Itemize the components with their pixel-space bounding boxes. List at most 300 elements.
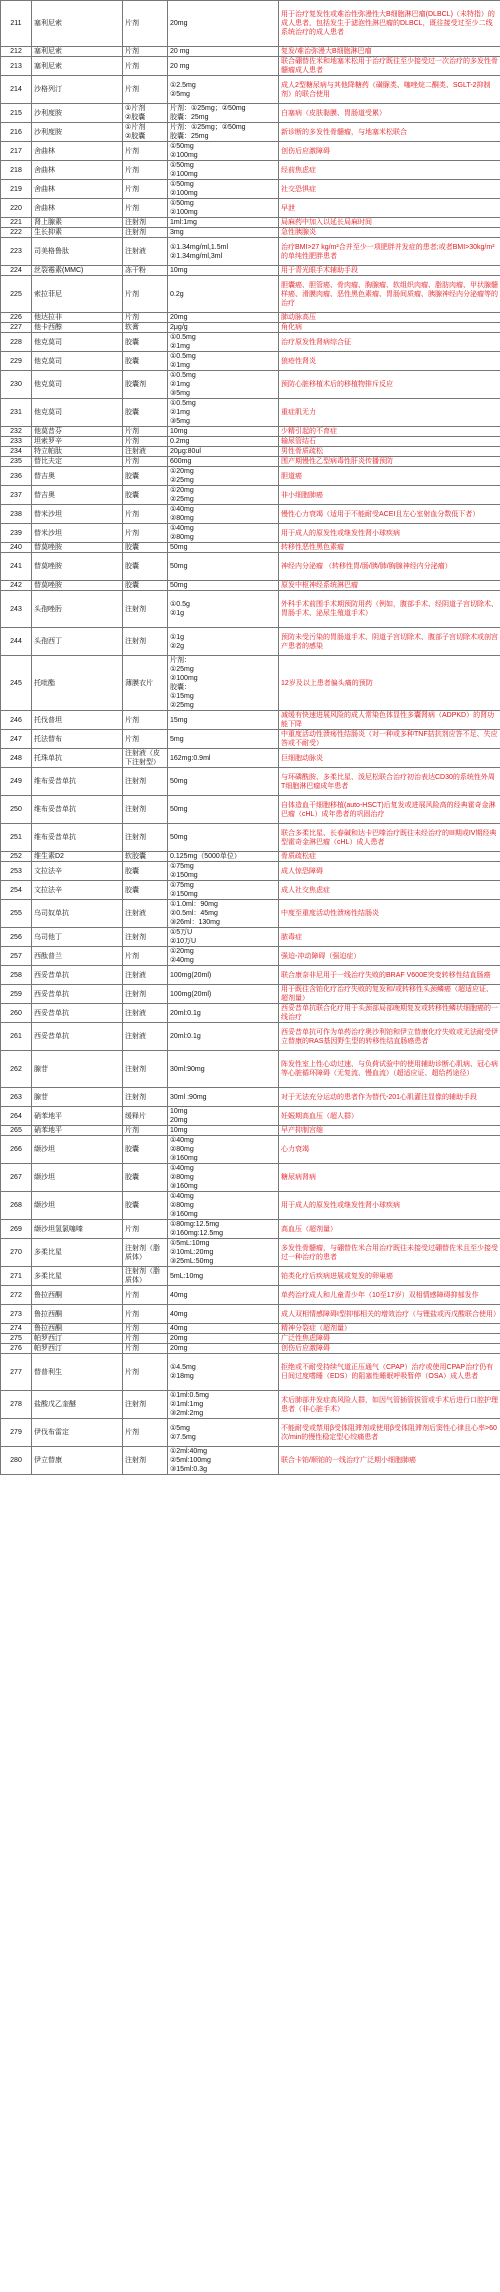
indication: 联合康奈非尼用于一线治疗失败的BRAF V600E突变转移性结直肠癌 <box>279 966 500 985</box>
drug-name: 替莫唑胺 <box>32 543 123 553</box>
row-number: 266 <box>1 1136 32 1164</box>
table-row <box>1 1088 500 1107</box>
row-number: 273 <box>1 1305 32 1324</box>
specification: 10mg 20mg <box>168 1107 279 1126</box>
drug-name: 坦索罗辛 <box>32 437 123 447</box>
indication: 神经内分泌瘤 （转移性胃/肠/胰/肺/胸腺神经内分泌瘤） <box>279 553 500 581</box>
dosage-form: 片剂 <box>123 76 168 104</box>
dosage-form: 注射剂 <box>123 628 168 656</box>
specification: 10mg <box>168 266 279 276</box>
indication: 自体造血干细胞移植(auto-HSCT)后复发或进展风险高的经典霍奇金淋巴瘤（cHL）成年患者的巩固治疗 <box>279 796 500 824</box>
indication: 联合硼替佐米和地塞米松用于治疗既往至少接受过一次治疗的多发性骨髓瘤成人患者 <box>279 57 500 76</box>
indication: 成人2型糖尿病与其他降糖药（磺脲类、噻唑烷二酮类、SGLT-2抑制剂）的联合使用 <box>279 76 500 104</box>
row-number: 245 <box>1 656 32 711</box>
indication: 男性骨质疏松 <box>279 447 500 457</box>
dosage-form: 片剂 <box>123 730 168 749</box>
dosage-form: 片剂 <box>123 276 168 313</box>
table-row <box>1 966 500 985</box>
row-number: 271 <box>1 1267 32 1286</box>
row-number: 263 <box>1 1088 32 1107</box>
drug-name: 塞利尼索 <box>32 57 123 76</box>
table-row <box>1 333 500 352</box>
indication: 用于成人的原发性或继发性肾小球疾病 <box>279 1192 500 1220</box>
drug-name: 舍曲林 <box>32 180 123 199</box>
drug-name: 托伐普坦 <box>32 711 123 730</box>
table-row <box>1 57 500 76</box>
table-row <box>1 47 500 57</box>
table-row <box>1 543 500 553</box>
indication: 高血压（超剂量） <box>279 1220 500 1239</box>
table-row <box>1 768 500 796</box>
drug-name: 腺苷 <box>32 1088 123 1107</box>
indication: 创伤后应激障碍 <box>279 1344 500 1354</box>
specification: 20ml:0.1g <box>168 1023 279 1051</box>
drug-name: 替普利生 <box>32 1354 123 1391</box>
drug-name: 替米沙坦 <box>32 505 123 524</box>
table-row <box>1 1354 500 1391</box>
table-row <box>1 1419 500 1447</box>
indication: 复发/难治弥漫大B细胞淋巴瘤 <box>279 47 500 57</box>
table-row <box>1 228 500 238</box>
row-number: 212 <box>1 47 32 57</box>
drug-name: 他克莫司 <box>32 371 123 399</box>
row-number: 260 <box>1 1004 32 1023</box>
row-number: 216 <box>1 123 32 142</box>
dosage-form: 注射液 <box>123 900 168 928</box>
row-number: 257 <box>1 947 32 966</box>
specification: 10mg <box>168 427 279 437</box>
indication: 肺动脉高压 <box>279 313 500 323</box>
row-number: 274 <box>1 1324 32 1334</box>
specification: 0.125mg（5000单位） <box>168 852 279 862</box>
row-number: 222 <box>1 228 32 238</box>
dosage-form: 胶囊 <box>123 862 168 881</box>
dosage-form: 片剂 <box>123 47 168 57</box>
specification: ①20mg ②40mg <box>168 947 279 966</box>
table-row <box>1 238 500 266</box>
row-number: 250 <box>1 796 32 824</box>
dosage-form: 胶囊 <box>123 1192 168 1220</box>
indication: 早泄 <box>279 199 500 218</box>
table-row <box>1 1004 500 1023</box>
row-number: 254 <box>1 881 32 900</box>
table-row <box>1 656 500 711</box>
table-row <box>1 749 500 768</box>
indication: 胆囊癌、胆管癌、骨肉瘤、胸腺瘤、软组织肉瘤、脂肪肉瘤、甲状腺髓样癌、滑膜肉瘤、恶性黑色素瘤、胃肠间质瘤、胰腺神经内分泌瘤等的治疗 <box>279 276 500 313</box>
table-row <box>1 796 500 824</box>
table-row <box>1 1051 500 1088</box>
dosage-form: 注射液（皮下注射型） <box>123 749 168 768</box>
drug-name: 缬沙坦 <box>32 1164 123 1192</box>
row-number: 275 <box>1 1334 32 1344</box>
specification: ①40mg ②80mg <box>168 524 279 543</box>
dosage-form: 片剂 <box>123 1126 168 1136</box>
row-number: 225 <box>1 276 32 313</box>
drug-name: 丝裂霉素(MMC) <box>32 266 123 276</box>
dosage-form: 注射剂 <box>123 824 168 852</box>
specification: ①1ml:0.5mg ②1ml:1mg ③2ml:2mg <box>168 1391 279 1419</box>
row-number: 235 <box>1 457 32 467</box>
dosage-form: 胶囊剂 <box>123 371 168 399</box>
dosage-form: 片剂 <box>123 1419 168 1447</box>
table-row <box>1 437 500 447</box>
indication: 预防心脏移植术后的移植物排斥反应 <box>279 371 500 399</box>
row-number: 214 <box>1 76 32 104</box>
table-row <box>1 1107 500 1126</box>
table-row <box>1 76 500 104</box>
row-number: 240 <box>1 543 32 553</box>
indication: 铂类化疗后疾病进展或复发的卵巢癌 <box>279 1267 500 1286</box>
specification: 20mg <box>168 1 279 47</box>
table-row <box>1 1239 500 1267</box>
specification: 2μg/g <box>168 323 279 333</box>
table-row <box>1 486 500 505</box>
dosage-form: 片剂 <box>123 457 168 467</box>
table-row <box>1 276 500 313</box>
drug-name: 西酞普兰 <box>32 947 123 966</box>
dosage-form: 注射剂 <box>123 1051 168 1088</box>
table-row <box>1 266 500 276</box>
indication: 成人社交焦虑症 <box>279 881 500 900</box>
indication: 围产期慢性乙型病毒性肝炎传播预防 <box>279 457 500 467</box>
drug-name: 多柔比星 <box>32 1239 123 1267</box>
indication: 成人双相情感障碍I型抑郁相关的增效治疗（与锂盐或丙戊酸联合使用） <box>279 1305 500 1324</box>
drug-name: 替吉奥 <box>32 486 123 505</box>
row-number: 249 <box>1 768 32 796</box>
drug-name: 舍曲林 <box>32 161 123 180</box>
table-row <box>1 1305 500 1324</box>
specification: 3mg <box>168 228 279 238</box>
specification: ①40mg ②80mg <box>168 505 279 524</box>
row-number: 232 <box>1 427 32 437</box>
row-number: 269 <box>1 1220 32 1239</box>
dosage-form: 注射液 <box>123 966 168 985</box>
row-number: 220 <box>1 199 32 218</box>
row-number: 272 <box>1 1286 32 1305</box>
indication: 联合卡铂/顺铂的一线治疗广泛期小细胞肺癌 <box>279 1447 500 1475</box>
row-number: 277 <box>1 1354 32 1391</box>
table-row <box>1 352 500 371</box>
row-number: 278 <box>1 1391 32 1419</box>
indication: 用于既往含铂化疗治疗失败的复发和/或转移性头颈鳞癌（超适应证、超剂量） <box>279 985 500 1004</box>
specification: 0.2mg <box>168 437 279 447</box>
drug-name: 特立帕肽 <box>32 447 123 457</box>
drug-name: 他达拉非 <box>32 313 123 323</box>
row-number: 219 <box>1 180 32 199</box>
table-row <box>1 1344 500 1354</box>
specification: 50mg <box>168 796 279 824</box>
indication: 成人惊恐障碍 <box>279 862 500 881</box>
table-row <box>1 1324 500 1334</box>
dosage-form: 胶囊 <box>123 1164 168 1192</box>
table-row <box>1 323 500 333</box>
table-row <box>1 1267 500 1286</box>
indication: 重症肌无力 <box>279 399 500 427</box>
drug-name: 替比夫定 <box>32 457 123 467</box>
row-number: 234 <box>1 447 32 457</box>
specification: ①40mg ②80mg ③160mg <box>168 1192 279 1220</box>
row-number: 237 <box>1 486 32 505</box>
table-row <box>1 1023 500 1051</box>
table-row <box>1 1164 500 1192</box>
table-row <box>1 142 500 161</box>
drug-name: 硝苯地平 <box>32 1107 123 1126</box>
dosage-form: 片剂 <box>123 505 168 524</box>
specification: 50mg <box>168 824 279 852</box>
drug-name: 伊立替康 <box>32 1447 123 1475</box>
specification: 162mg:0.9ml <box>168 749 279 768</box>
specification: 1ml:1mg <box>168 218 279 228</box>
indication: 巨细胞动脉炎 <box>279 749 500 768</box>
table-row <box>1 427 500 437</box>
indication: 多发性骨髓瘤，与硼替佐米合用治疗既往未接受过硼替佐米且至少接受过一种治疗的患者 <box>279 1239 500 1267</box>
indication: 转移性恶性黑色素瘤 <box>279 543 500 553</box>
row-number: 229 <box>1 352 32 371</box>
drug-name: 肾上腺素 <box>32 218 123 228</box>
row-number: 217 <box>1 142 32 161</box>
drug-name: 沙格列汀 <box>32 76 123 104</box>
indication: 糖尿病肾病 <box>279 1164 500 1192</box>
drug-name: 他卡西醇 <box>32 323 123 333</box>
indication: 骨质疏松症 <box>279 852 500 862</box>
indication: 少精引起的不育症 <box>279 427 500 437</box>
row-number: 258 <box>1 966 32 985</box>
drug-name: 维布妥昔单抗 <box>32 824 123 852</box>
table-row <box>1 730 500 749</box>
row-number: 248 <box>1 749 32 768</box>
indication: 预防未受污染的胃肠道手术、阴道子宫切除术、腹部子宫切除术或剖宫产患者的感染 <box>279 628 500 656</box>
row-number: 279 <box>1 1419 32 1447</box>
specification: 100mg(20ml) <box>168 985 279 1004</box>
specification: 30ml:90mg <box>168 1051 279 1088</box>
row-number: 265 <box>1 1126 32 1136</box>
dosage-form: 注射剂 <box>123 796 168 824</box>
drug-name: 西妥昔单抗 <box>32 966 123 985</box>
table-row <box>1 1126 500 1136</box>
dosage-form: 注射剂 <box>123 218 168 228</box>
specification: ①2ml:40mg ②5ml:100mg ③15ml:0.3g <box>168 1447 279 1475</box>
row-number: 246 <box>1 711 32 730</box>
specification: ①1.0ml：90mg ②0.5ml：45mg ③26ml：130mg <box>168 900 279 928</box>
indication: 精神分裂症（超剂量） <box>279 1324 500 1334</box>
table-row <box>1 852 500 862</box>
row-number: 241 <box>1 553 32 581</box>
table-row <box>1 711 500 730</box>
drug-name: 舍曲林 <box>32 199 123 218</box>
specification: 片剂：①25mg；②50mg 胶囊：25mg <box>168 104 279 123</box>
row-number: 255 <box>1 900 32 928</box>
indication: 社交恐惧症 <box>279 180 500 199</box>
dosage-form: 软胶囊 <box>123 852 168 862</box>
dosage-form: 片剂 <box>123 1354 168 1391</box>
row-number: 239 <box>1 524 32 543</box>
table-row <box>1 1447 500 1475</box>
dosage-form: 胶囊 <box>123 352 168 371</box>
drug-name: 替吉奥 <box>32 467 123 486</box>
table-row <box>1 104 500 123</box>
drug-name: 多柔比星 <box>32 1267 123 1286</box>
indication: 早产抑制宫缩 <box>279 1126 500 1136</box>
indication: 非小细胞肺癌 <box>279 486 500 505</box>
dosage-form: 软膏 <box>123 323 168 333</box>
dosage-form: 注射剂 <box>123 768 168 796</box>
indication: 局麻药中加入以延长局麻时间 <box>279 218 500 228</box>
indication: 新诊断的多发性骨髓瘤，与地塞米松联合 <box>279 123 500 142</box>
drug-name: 替莫唑胺 <box>32 581 123 591</box>
indication: 创伤后应激障碍 <box>279 142 500 161</box>
drug-name: 托珠单抗 <box>32 749 123 768</box>
table-row <box>1 123 500 142</box>
dosage-form: 片剂 <box>123 161 168 180</box>
table-row <box>1 900 500 928</box>
specification: ①5mL:10mg ②10mL:20mg ③25mL:50mg <box>168 1239 279 1267</box>
row-number: 224 <box>1 266 32 276</box>
row-number: 244 <box>1 628 32 656</box>
row-number: 259 <box>1 985 32 1004</box>
table-row <box>1 180 500 199</box>
table-row <box>1 399 500 427</box>
row-number: 267 <box>1 1164 32 1192</box>
table-row <box>1 628 500 656</box>
row-number: 228 <box>1 333 32 352</box>
drug-name: 伊伐布雷定 <box>32 1419 123 1447</box>
specification: ①0.5mg ②1mg ③5mg <box>168 399 279 427</box>
row-number: 264 <box>1 1107 32 1126</box>
drug-name: 帕罗西汀 <box>32 1344 123 1354</box>
dosage-form: 片剂 <box>123 180 168 199</box>
specification: ①75mg ②150mg <box>168 881 279 900</box>
drug-name: 生长抑素 <box>32 228 123 238</box>
drug-name: 托法替布 <box>32 730 123 749</box>
drug-name: 硝苯地平 <box>32 1126 123 1136</box>
drug-name: 缬沙坦 <box>32 1192 123 1220</box>
drug-name: 沙利度胺 <box>32 123 123 142</box>
dosage-form: 片剂 <box>123 427 168 437</box>
indication: 中重度活动性溃疡性结肠炎（对一种或多种TNF拮抗剂应答不足、失应答或不耐受） <box>279 730 500 749</box>
drug-name: 托吡酯 <box>32 656 123 711</box>
dosage-form: ①片剂 ②胶囊 <box>123 123 168 142</box>
table-row <box>1 862 500 881</box>
row-number: 270 <box>1 1239 32 1267</box>
dosage-form: 片剂 <box>123 1 168 47</box>
drug-name: 他克莫司 <box>32 352 123 371</box>
specification: ①2.5mg ②5mg <box>168 76 279 104</box>
row-number: 262 <box>1 1051 32 1088</box>
indication: 外科手术前围手术期预防用药（例如，腹部手术、经阴道子宫切除术、胃肠手术、泌尿生殖道手术） <box>279 591 500 628</box>
dosage-form: 注射液 <box>123 1023 168 1051</box>
indication: 妊娠期高血压（超人群） <box>279 1107 500 1126</box>
row-number: 215 <box>1 104 32 123</box>
drug-name: 替米沙坦 <box>32 524 123 543</box>
row-number: 268 <box>1 1192 32 1220</box>
table-row <box>1 1286 500 1305</box>
indication: 单药治疗成人和儿童青少年（10至17岁）双相情感障碍抑郁发作 <box>279 1286 500 1305</box>
table-row <box>1 928 500 947</box>
table-row <box>1 591 500 628</box>
dosage-form: 片剂 <box>123 947 168 966</box>
dosage-form: 片剂 <box>123 1324 168 1334</box>
indication: 术后肺部并发症高风险人群，如因气管插管拔管或手术后进行口腔护理患者（非心脏手术） <box>279 1391 500 1419</box>
drug-name: 西妥昔单抗 <box>32 1023 123 1051</box>
dosage-form: 注射液 <box>123 1004 168 1023</box>
dosage-form: 缓释片 <box>123 1107 168 1126</box>
drug-name: 沙利度胺 <box>32 104 123 123</box>
specification: 20mg <box>168 1334 279 1344</box>
indication: 输尿管结石 <box>279 437 500 447</box>
specification: 15mg <box>168 711 279 730</box>
row-number: 253 <box>1 862 32 881</box>
indication: 对于无法充分运动的患者作为替代-201心肌灌注显像的辅助手段 <box>279 1088 500 1107</box>
table-row <box>1 947 500 966</box>
table-row <box>1 1192 500 1220</box>
row-number: 218 <box>1 161 32 180</box>
specification: ①5万U ②10万U <box>168 928 279 947</box>
indication: 12岁及以上患者偏头痛的预防 <box>279 656 500 711</box>
specification: ①80mg:12.5mg ②160mg:12.5mg <box>168 1220 279 1239</box>
specification: 20mg <box>168 313 279 323</box>
indication: 角化病 <box>279 323 500 333</box>
specification: 片剂：①25mg；②50mg 胶囊：25mg <box>168 123 279 142</box>
specification: ①50mg ②100mg <box>168 199 279 218</box>
specification: 50mg <box>168 553 279 581</box>
specification: 100mg(20ml) <box>168 966 279 985</box>
drug-name: 舍曲林 <box>32 142 123 161</box>
row-number: 227 <box>1 323 32 333</box>
row-number: 213 <box>1 57 32 76</box>
row-number: 238 <box>1 505 32 524</box>
dosage-form: 注射液 <box>123 238 168 266</box>
dosage-form: 胶囊 <box>123 553 168 581</box>
table-row <box>1 457 500 467</box>
dosage-form: 片剂 <box>123 1334 168 1344</box>
indication: 用于成人的原发性或继发性肾小球疾病 <box>279 524 500 543</box>
table-row <box>1 985 500 1004</box>
dosage-form: 注射剂 <box>123 1447 168 1475</box>
table-row <box>1 199 500 218</box>
table-row <box>1 447 500 457</box>
dosage-form: 注射剂 <box>123 228 168 238</box>
specification: 20μg:80ul <box>168 447 279 457</box>
indication: 慢性心力衰竭（适用于不能耐受ACEI且左心室射血分数低下者） <box>279 505 500 524</box>
indication: 西妥昔单抗联合化疗用于头颈部局部晚期复发或转移性鳞状细胞癌的一线治疗 <box>279 1004 500 1023</box>
drug-name: 鲁拉西酮 <box>32 1286 123 1305</box>
drug-name: 乌司他丁 <box>32 928 123 947</box>
indication: 心力衰竭 <box>279 1136 500 1164</box>
row-number: 223 <box>1 238 32 266</box>
table-row <box>1 371 500 399</box>
drug-name: 鲁拉西酮 <box>32 1324 123 1334</box>
indication: 狼疮性肾炎 <box>279 352 500 371</box>
specification: ①0.5mg ②1mg <box>168 352 279 371</box>
drug-name: 鲁拉西酮 <box>32 1305 123 1324</box>
specification: ①75mg ②150mg <box>168 862 279 881</box>
dosage-form: 注射剂 <box>123 591 168 628</box>
drug-name: 腺苷 <box>32 1051 123 1088</box>
specification: 20ml:0.1g <box>168 1004 279 1023</box>
row-number: 230 <box>1 371 32 399</box>
drug-name: 塞利尼索 <box>32 1 123 47</box>
indication: 联合多柔比星、长春碱和达卡巴嗪治疗既往未经治疗的III期或IV期经典型霍奇金淋巴瘤（cHL）成人患者 <box>279 824 500 852</box>
specification: ①0.5mg ②1mg <box>168 333 279 352</box>
dosage-form: 胶囊 <box>123 881 168 900</box>
specification: ①50mg ②100mg <box>168 142 279 161</box>
indication: 强迫-冲动障碍（强迫症） <box>279 947 500 966</box>
indication: 减缓有快速进展风险的成人常染色体显性多囊肾病（ADPKD）的肾功能下降 <box>279 711 500 730</box>
dosage-form: 冻干粉 <box>123 266 168 276</box>
indication: 广泛性焦虑障碍 <box>279 1334 500 1344</box>
indication: 治疗BMI>27 kg/m²合并至少一项肥胖并发症的患者;或者BMI>30kg/m²的单纯性肥胖患者 <box>279 238 500 266</box>
indication: 白塞病（皮肤黏膜、胃肠道受累） <box>279 104 500 123</box>
